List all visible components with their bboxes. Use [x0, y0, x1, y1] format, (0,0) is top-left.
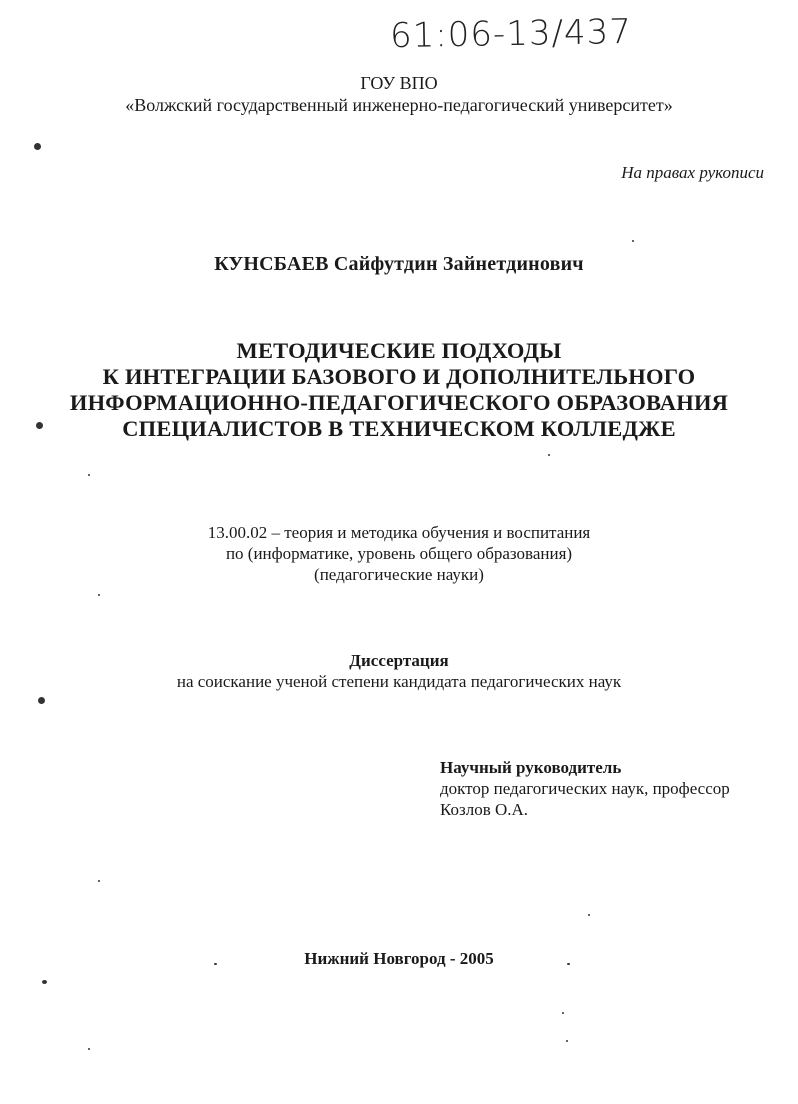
dissertation-heading: Диссертация	[349, 651, 449, 670]
scan-speck	[562, 1012, 564, 1014]
scan-speck	[632, 240, 634, 242]
scan-speck	[38, 697, 45, 704]
supervisor-name: Козлов О.А.	[440, 800, 529, 819]
scan-speck	[588, 914, 590, 916]
scan-speck	[36, 422, 43, 429]
scan-speck	[88, 1048, 90, 1050]
dissertation-subtitle: на соискание ученой степени кандидата педагогических наук	[176, 672, 622, 691]
scan-speck	[548, 454, 550, 456]
title-line: СПЕЦИАЛИСТОВ В ТЕХНИЧЕСКОМ КОЛЛЕДЖЕ	[122, 416, 676, 441]
author-name: КУНСБАЕВ Сайфутдин Зайнетдинович	[214, 253, 584, 275]
organization-label: ГОУ ВПО	[360, 73, 438, 93]
scan-speck	[567, 963, 570, 965]
city-year: Нижний Новгород - 2005	[304, 949, 494, 968]
specialty-line: (педагогические науки)	[314, 565, 484, 584]
supervisor-heading: Научный руководитель	[440, 758, 622, 777]
supervisor-degree: доктор педагогических наук, профессор	[440, 779, 730, 798]
archive-number-handwritten: 61:06-13/437	[389, 11, 633, 57]
scan-speck	[34, 143, 41, 150]
scan-speck	[42, 980, 47, 984]
manuscript-note: На правах рукописи	[621, 163, 764, 182]
specialty-line: 13.00.02 – теория и методика обучения и воспитания	[207, 523, 591, 542]
title-line: ИНФОРМАЦИОННО-ПЕДАГОГИЧЕСКОГО ОБРАЗОВАНИЯ	[69, 390, 729, 415]
scan-speck	[98, 594, 100, 596]
scan-speck	[88, 474, 90, 476]
specialty-line: по (информатике, уровень общего образования)	[225, 544, 573, 563]
title-line: МЕТОДИЧЕСКИЕ ПОДХОДЫ	[236, 338, 562, 363]
title-line: К ИНТЕГРАЦИИ БАЗОВОГО И ДОПОЛНИТЕЛЬНОГО	[102, 364, 696, 389]
scan-speck	[566, 1040, 568, 1042]
university-name: «Волжский государственный инженерно-педагогический университет»	[125, 95, 673, 115]
scan-speck	[98, 880, 100, 882]
scan-speck	[214, 963, 217, 965]
